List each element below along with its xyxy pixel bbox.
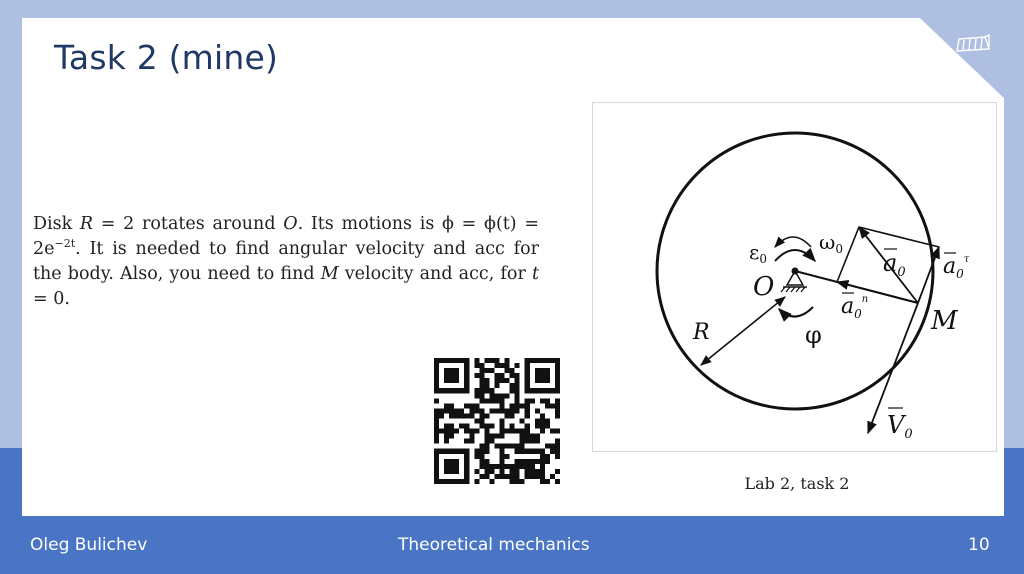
label-epsilon: $\varepsilon_0$ <box>749 240 768 266</box>
phi-arc <box>779 307 813 317</box>
problem-statement: Disk R = 2 rotates around O. Its motions is $\phi = \phi(t) = 2e^{-2t}$. It is needed to find angular velocity and acc for the body. Also, you need to find M velocity and acc, for t = 0. <box>33 214 540 309</box>
label-v0: $V_0$ <box>887 411 913 442</box>
footer-course: Theoretical mechanics <box>398 535 590 555</box>
footer-page-number: 10 <box>968 535 990 555</box>
figure-caption: Lab 2, task 2 <box>744 474 850 493</box>
label-a0-n: $a_0^n$ <box>841 294 869 321</box>
pivot-support <box>781 268 807 293</box>
var-t: t <box>531 264 540 284</box>
label-m: M <box>931 306 958 336</box>
qr-code-icon <box>434 358 560 484</box>
omega-arc <box>775 250 815 261</box>
acc-tangent-arrow <box>918 247 939 303</box>
phi-expression: ϕ = ϕ(t) = 2e <box>33 214 539 259</box>
radius-r-arrow <box>701 297 785 365</box>
label-a0: $a_0$ <box>883 249 906 280</box>
page-corner-fold <box>920 18 1004 98</box>
disk-figure <box>592 102 997 452</box>
label-phi: φ <box>805 321 822 349</box>
var-r: R <box>79 214 94 234</box>
label-omega: $\omega_0$ <box>819 230 843 256</box>
footer-author: Oleg Bulichev <box>30 535 148 555</box>
label-o: O <box>753 272 775 302</box>
var-m: M <box>320 264 339 284</box>
epsilon-arc <box>775 237 811 247</box>
page-title: Task 2 (mine) <box>54 38 279 77</box>
label-r: R <box>693 320 710 345</box>
logo-icon <box>955 33 991 55</box>
var-o: O <box>283 214 298 234</box>
label-a0-tau: $a_0^\tau$ <box>943 254 970 281</box>
